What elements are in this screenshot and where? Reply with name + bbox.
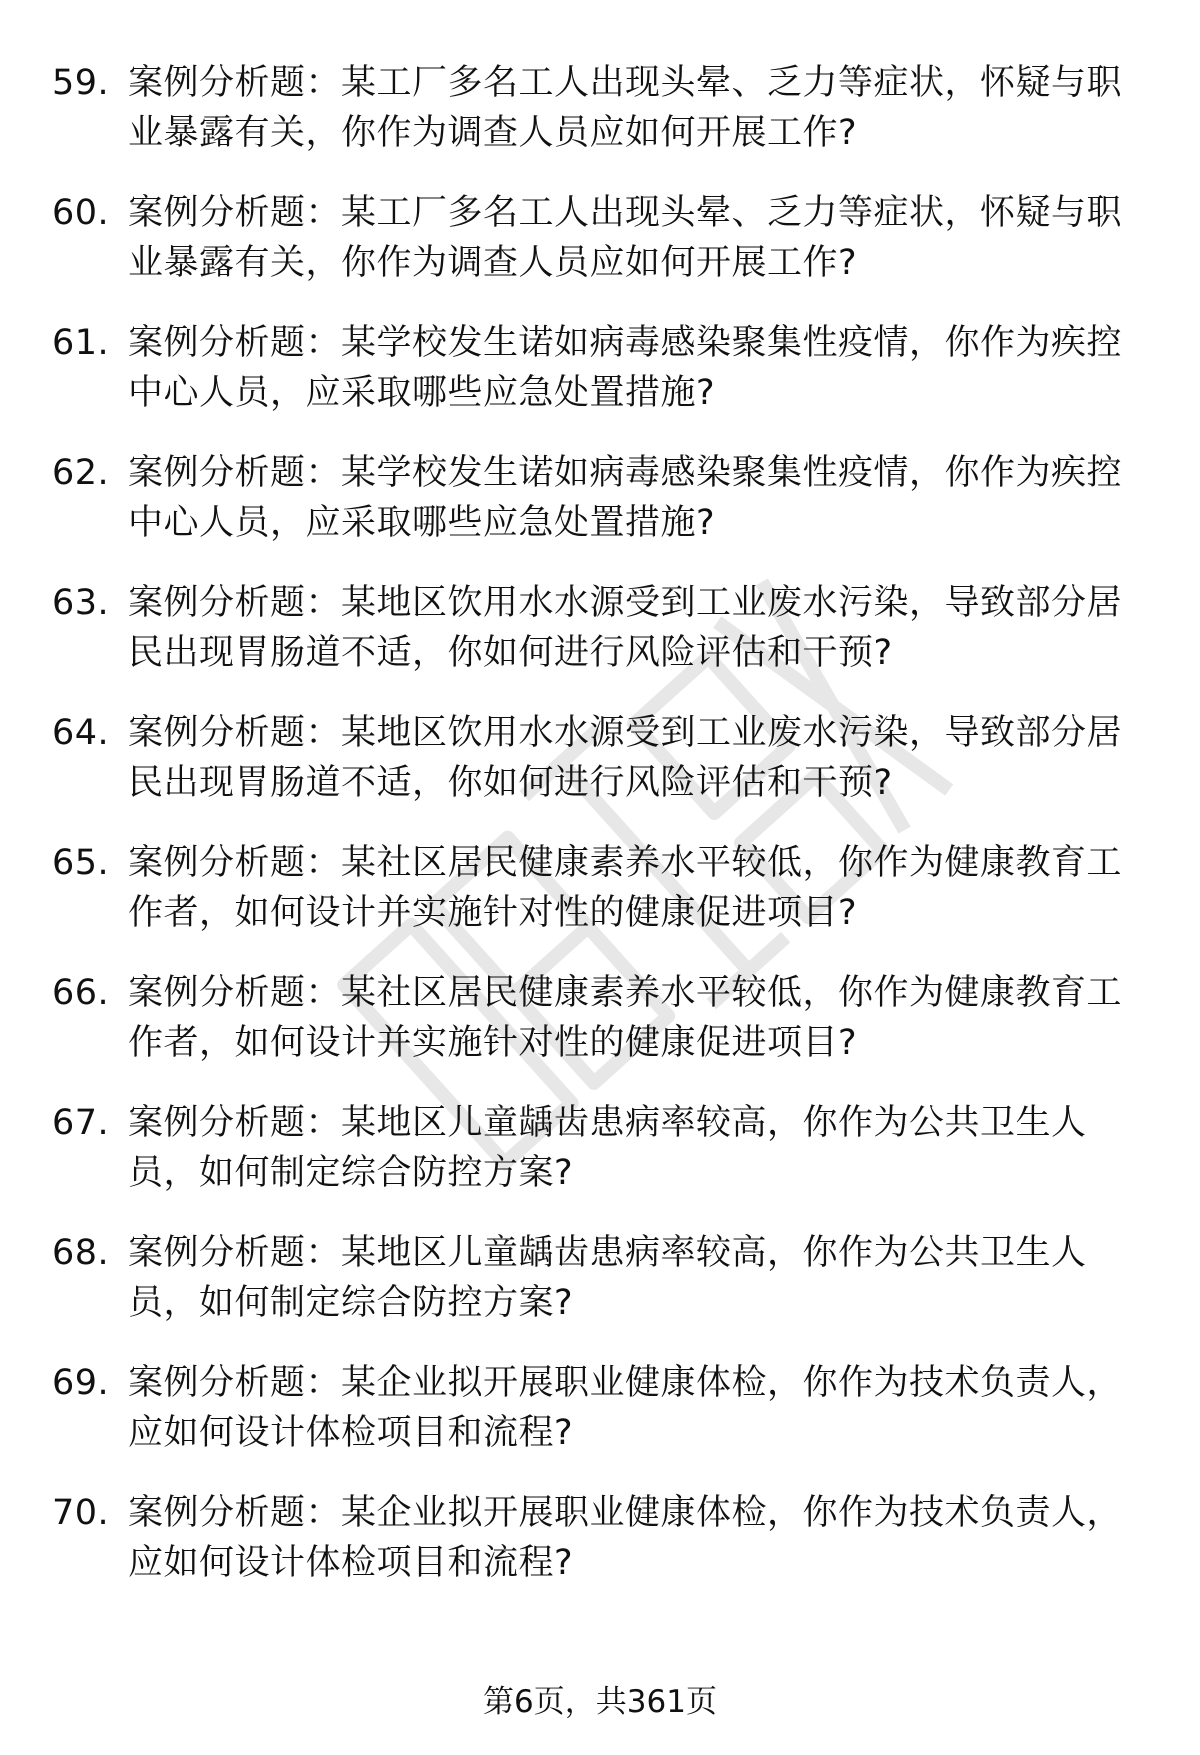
question-item xyxy=(0,838,1200,968)
page-footer: 第6页，共361页 xyxy=(483,1684,717,1720)
question-number: 65. xyxy=(52,843,110,883)
question-number: 63. xyxy=(52,583,110,623)
question-number: 66. xyxy=(52,973,110,1013)
question-item xyxy=(0,58,1200,188)
question-number: 68. xyxy=(52,1233,110,1273)
question-text: 案例分析题：某工厂多名工人出现头晕、乏力等症状，怀疑与职业暴露有关，你作为调查人员应如何开展工作? xyxy=(128,193,1123,283)
question-number: 70. xyxy=(52,1493,110,1533)
question-item xyxy=(0,578,1200,708)
question-item xyxy=(0,1358,1200,1488)
question-item xyxy=(0,968,1200,1098)
question-number: 69. xyxy=(52,1363,110,1403)
question-item xyxy=(0,1098,1200,1228)
question-item xyxy=(0,318,1200,448)
question-item xyxy=(0,188,1200,318)
question-text: 案例分析题：某企业拟开展职业健康体检，你作为技术负责人，应如何设计体检项目和流程? xyxy=(128,1493,1123,1583)
question-number: 59. xyxy=(52,63,110,103)
question-text: 案例分析题：某地区饮用水水源受到工业废水污染，导致部分居民出现胃肠道不适，你如何进行风险评估和干预? xyxy=(128,713,1123,803)
question-number: 64. xyxy=(52,713,110,753)
question-text: 案例分析题：某地区饮用水水源受到工业废水污染，导致部分居民出现胃肠道不适，你如何进行风险评估和干预? xyxy=(128,583,1123,673)
question-number: 62. xyxy=(52,453,110,493)
question-text: 案例分析题：某地区儿童龋齿患病率较高，你作为公共卫生人员，如何制定综合防控方案? xyxy=(128,1103,1087,1193)
question-list xyxy=(0,58,1200,1618)
question-text: 案例分析题：某工厂多名工人出现头晕、乏力等症状，怀疑与职业暴露有关，你作为调查人员应如何开展工作? xyxy=(128,63,1123,153)
question-item xyxy=(0,448,1200,578)
question-text: 案例分析题：某学校发生诺如病毒感染聚集性疫情，你作为疾控中心人员，应采取哪些应急处置措施? xyxy=(128,323,1123,413)
question-text: 案例分析题：某学校发生诺如病毒感染聚集性疫情，你作为疾控中心人员，应采取哪些应急处置措施? xyxy=(128,453,1123,543)
question-number: 67. xyxy=(52,1103,110,1143)
question-item xyxy=(0,1228,1200,1358)
question-text: 案例分析题：某地区儿童龋齿患病率较高，你作为公共卫生人员，如何制定综合防控方案? xyxy=(128,1233,1087,1323)
question-text: 案例分析题：某社区居民健康素养水平较低，你作为健康教育工作者，如何设计并实施针对性的健康促进项目? xyxy=(128,973,1123,1063)
question-item xyxy=(0,708,1200,838)
question-number: 61. xyxy=(52,323,110,363)
question-text: 案例分析题：某社区居民健康素养水平较低，你作为健康教育工作者，如何设计并实施针对性的健康促进项目? xyxy=(128,843,1123,933)
question-number: 60. xyxy=(52,193,110,233)
question-item xyxy=(0,1488,1200,1618)
question-text: 案例分析题：某企业拟开展职业健康体检，你作为技术负责人，应如何设计体检项目和流程? xyxy=(128,1363,1123,1453)
